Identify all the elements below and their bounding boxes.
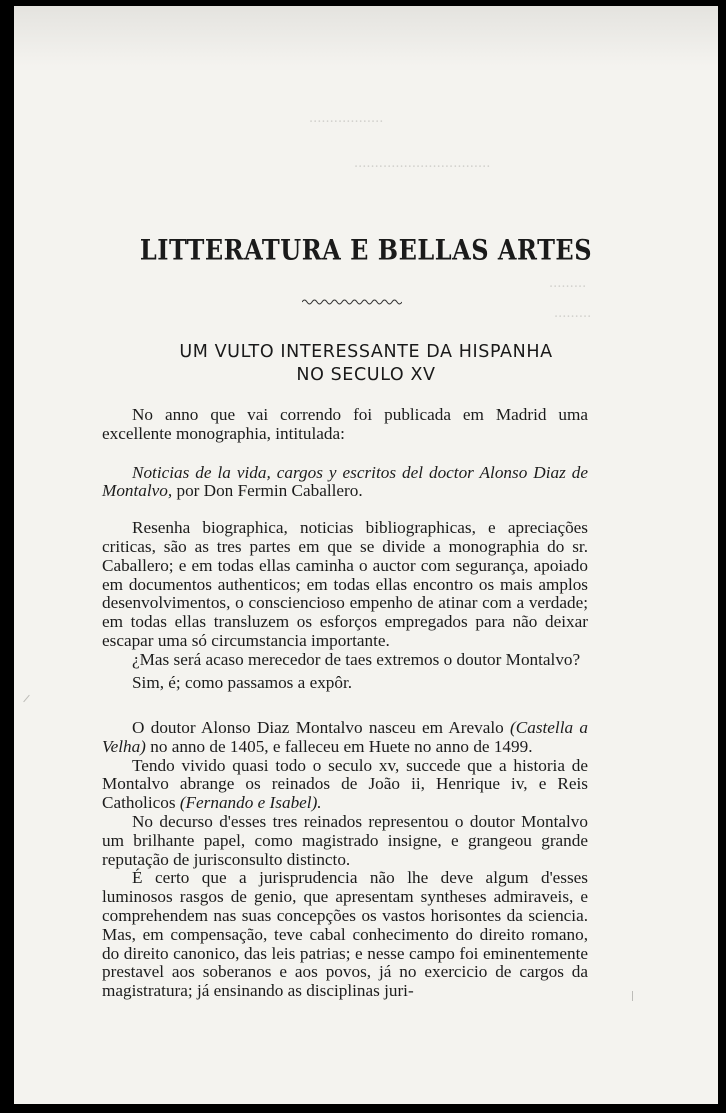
bleed-through-text: .................. (309, 111, 384, 126)
citation-author: por Don Fermin Caballero. (172, 481, 363, 501)
citation-paragraph (102, 464, 588, 502)
paragraph: Sim, é; como passamos a expôr. (132, 672, 353, 692)
place-note: (Castella a Velha) (102, 718, 588, 756)
paragraph-text: no anno de 1405, e falleceu em Huete no anno de 1499. (145, 736, 533, 756)
document-page (14, 6, 718, 1104)
section-title: LITTERATURA E BELLAS ARTES (139, 233, 593, 267)
paragraph: É certo que a jurisprudencia não lhe deve algum d'esses luminosos rasgos de genio, que apresentam syntheses admiraveis, e comprehendem nas suas concepções os vastos horisontes da sciencia. Mas, em compensação, teve cabal conhecimento do direito romano, do direito canonico, das leis patrias; e nesse campo foi eminentemente prestavel aos soberanos e aos povos, já no exercicio de cargos da magistratura; já ensinando as disciplinas juri- (102, 868, 588, 1001)
paragraph: ¿Mas será acaso merecedor de taes extremos o doutor Montalvo? (132, 649, 581, 669)
margin-mark (23, 695, 30, 703)
paragraph (102, 719, 588, 757)
decorative-wave-rule (302, 298, 402, 306)
paragraph: No decurso d'esses tres reinados representou o doutor Montalvo um brilhante papel, como magistrado insigne, e grangeou grande reputação de jurisconsulto distincto. (102, 811, 588, 869)
monarchs-note: (Fernando e Isabel). (179, 793, 322, 813)
article-title-line-1: UM VULTO INTERESSANTE DA HISPANHA (179, 342, 553, 362)
paragraph: Resenha biographica, noticias bibliographicas, e apreciações criticas, são as tres partes em que se divide a monographia do sr. Caballero; e em todas ellas caminha o auctor com segurança, apoiado em documentos authenticos; em todas ellas encontro os mais amplos desenvolvimentos, o consciencioso empenho de atinar com a verdade; em todas ellas transluzem os esforços empregados para não deixar escapar uma só circumstancia importante. (102, 518, 588, 650)
article-body-main (102, 719, 588, 1001)
paragraph-text: O doutor Alonso Diaz Montalvo nasceu em Arevalo (132, 718, 511, 737)
bleed-through-text: ......... (549, 276, 587, 291)
margin-mark (632, 991, 633, 1001)
citation-title: Noticias de la vida, cargos y escritos del doctor Alonso Diaz de Montalvo, (102, 462, 588, 501)
bleed-through-text: ......... (554, 306, 592, 321)
article-body-intro (102, 406, 588, 692)
bleed-through-text: ................................. (354, 156, 491, 171)
paragraph: No anno que vai correndo foi publicada em Madrid uma excellente monographia, intitulada: (102, 405, 588, 443)
paragraph-text: Tendo vivido quasi todo o seculo xv, succede que a historia de Montalvo abrange os reinados de João ii, Henrique iv, e Reis Catholicos (102, 755, 588, 813)
article-title-line-2: NO SECULO XV (296, 365, 436, 385)
paragraph (102, 757, 588, 813)
